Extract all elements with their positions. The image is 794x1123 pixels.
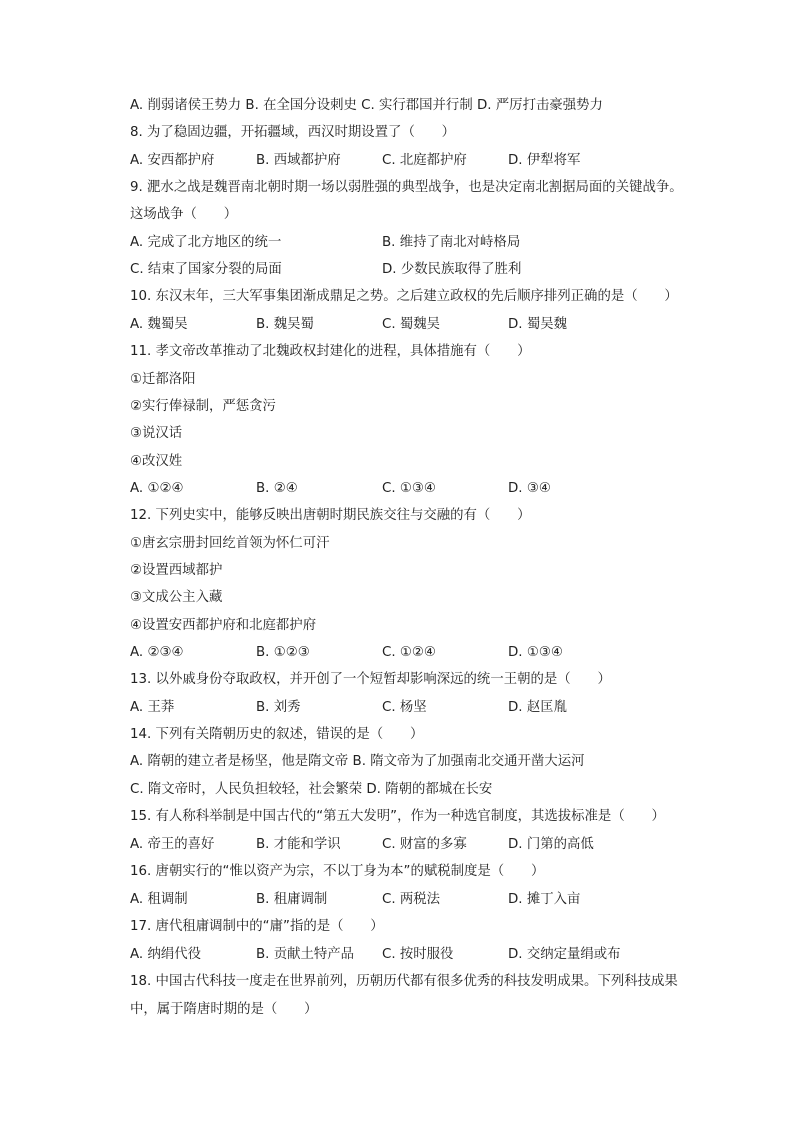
q15-option-c: C. 财富的多寡 xyxy=(382,837,467,852)
q17-option-b: B. 贡献土特产品 xyxy=(256,947,355,962)
q14-options-ab: A. 隋朝的建立者是杨坚，他是隋文帝 B. 隋文帝为了加强南北交通开凿大运河 xyxy=(130,754,585,769)
q15-option-d: D. 门第的高低 xyxy=(508,837,594,852)
q12-option-b: B. ①②③ xyxy=(256,645,310,660)
q12-item-3: ③文成公主入藏 xyxy=(130,590,223,605)
question-11: 11. 孝文帝改革推动了北魏政权封建化的进程，具体措施有（ ） xyxy=(130,344,531,359)
q13-option-a: A. 王莽 xyxy=(130,700,175,715)
question-9: 9. 淝水之战是魏晋南北朝时期一场以弱胜强的典型战争，也是决定南北割据局面的关键战争。 xyxy=(130,180,683,195)
q12-item-4: ④设置安西都护府和北庭都护府 xyxy=(130,618,317,633)
q10-option-c: C. 蜀魏吴 xyxy=(382,317,441,332)
question-15: 15. 有人称科举制是中国古代的“第五大发明”，作为一种选官制度，其选拔标准是（ ） xyxy=(130,809,665,824)
question-12: 12. 下列史实中，能够反映出唐朝时期民族交往与交融的有（ ） xyxy=(130,508,531,523)
q12-option-a: A. ②③④ xyxy=(130,645,184,660)
q11-item-2: ②实行俸禄制，严惩贪污 xyxy=(130,399,276,414)
q17-option-c: C. 按时服役 xyxy=(382,947,454,962)
q10-option-a: A. 魏蜀吴 xyxy=(130,317,188,332)
q11-option-d: D. ③④ xyxy=(508,481,551,496)
q9-option-d: D. 少数民族取得了胜利 xyxy=(382,262,522,277)
q11-option-b: B. ②④ xyxy=(256,481,298,496)
q11-item-4: ④改汉姓 xyxy=(130,454,183,469)
question-8: 8. 为了稳固边疆，开拓疆域，西汉时期设置了（ ） xyxy=(130,125,456,140)
q12-item-2: ②设置西域都护 xyxy=(130,563,223,578)
q16-option-c: C. 两税法 xyxy=(382,892,441,907)
question-18: 18. 中国古代科技一度走在世界前列，历朝历代都有很多优秀的科技发明成果。下列科技成果 xyxy=(130,974,678,989)
q9-option-c: C. 结束了国家分裂的局面 xyxy=(130,262,282,277)
q9-option-b: B. 维持了南北对峙格局 xyxy=(382,235,521,250)
q10-option-d: D. 蜀吴魏 xyxy=(508,317,567,332)
question-10: 10. 东汉末年，三大军事集团渐成鼎足之势。之后建立政权的先后顺序排列正确的是（ ） xyxy=(130,289,678,304)
q14-options-cd: C. 隋文帝时，人民负担较轻，社会繁荣 D. 隋朝的都城在长安 xyxy=(130,782,493,797)
q12-option-d: D. ①③④ xyxy=(508,645,563,660)
q15-option-a: A. 帝王的喜好 xyxy=(130,837,215,852)
q8-option-d: D. 伊犁将军 xyxy=(508,153,581,168)
question-13: 13. 以外戚身份夺取政权，并开创了一个短暂却影响深远的统一王朝的是（ ） xyxy=(130,672,611,687)
q9-option-a: A. 完成了北方地区的统一 xyxy=(130,235,282,250)
q11-option-a: A. ①②④ xyxy=(130,481,184,496)
q16-option-d: D. 摊丁入亩 xyxy=(508,892,581,907)
q11-item-3: ③说汉话 xyxy=(130,426,183,441)
q12-item-1: ①唐玄宗册封回纥首领为怀仁可汗 xyxy=(130,536,330,551)
question-17: 17. 唐代租庸调制中的“庸”指的是（ ） xyxy=(130,919,384,934)
q13-option-c: C. 杨坚 xyxy=(382,700,427,715)
question-14: 14. 下列有关隋朝历史的叙述，错误的是（ ） xyxy=(130,727,424,742)
q8-option-b: B. 西域都护府 xyxy=(256,153,341,168)
q16-option-b: B. 租庸调制 xyxy=(256,892,328,907)
q15-option-b: B. 才能和学识 xyxy=(256,837,341,852)
q8-option-a: A. 安西都护府 xyxy=(130,153,215,168)
q16-option-a: A. 租调制 xyxy=(130,892,188,907)
q7-options-line: A. 削弱诸侯王势力 B. 在全国分设刺史 C. 实行郡国并行制 D. 严厉打击豪强势力 xyxy=(130,98,603,113)
q13-option-d: D. 赵匡胤 xyxy=(508,700,567,715)
q8-option-c: C. 北庭都护府 xyxy=(382,153,467,168)
q12-option-c: C. ①②④ xyxy=(382,645,436,660)
q17-option-d: D. 交纳定量绢或布 xyxy=(508,947,621,962)
question-9-cont: 这场战争（ ） xyxy=(130,207,238,222)
q17-option-a: A. 纳绢代役 xyxy=(130,947,201,962)
q11-item-1: ①迁都洛阳 xyxy=(130,372,196,387)
question-18-cont: 中，属于隋唐时期的是（ ） xyxy=(130,1002,318,1017)
q10-option-b: B. 魏吴蜀 xyxy=(256,317,314,332)
q13-option-b: B. 刘秀 xyxy=(256,700,301,715)
q11-option-c: C. ①③④ xyxy=(382,481,436,496)
question-16: 16. 唐朝实行的“惟以资产为宗，不以丁身为本”的赋税制度是（ ） xyxy=(130,864,545,879)
